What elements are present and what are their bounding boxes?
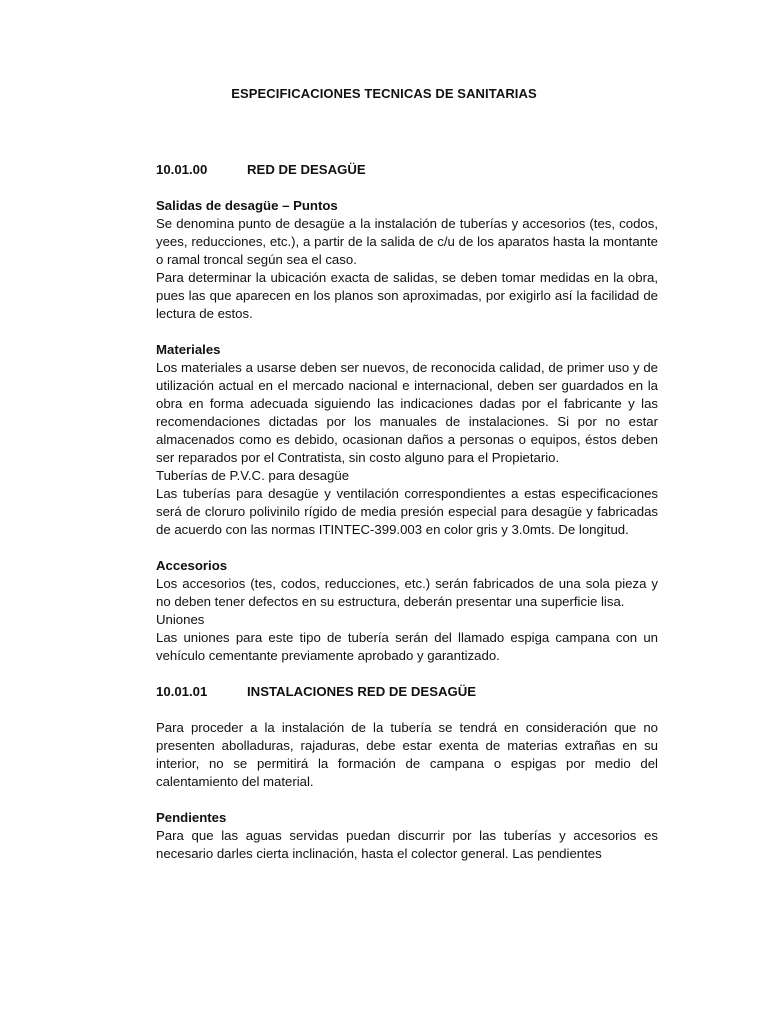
subsection-heading: Salidas de desagüe – Puntos xyxy=(156,198,338,213)
document-title: ESPECIFICACIONES TECNICAS DE SANITARIAS xyxy=(231,86,537,101)
paragraph: Para proceder a la instalación de la tubería se tendrá en consideración que no presenten abolladuras, rajaduras, debe estar exenta de materias extrañas en su interior, no se permitirá la formación de campana o espigas por medio del calentamiento del material. xyxy=(156,720,658,789)
paragraph: Las tuberías para desagüe y ventilación correspondientes a estas especificaciones será de cloruro polivinilo rígido de media presión especial para desagüe y fabricadas de acuerdo con las normas ITINTEC-399.003 en color gris y 3.0mts. De longitud. xyxy=(156,486,658,537)
document-body xyxy=(156,161,658,863)
section-number: 10.01.00 xyxy=(156,162,208,177)
paragraph: Se denomina punto de desagüe a la instalación de tuberías y accesorios (tes, codos, yees, reducciones, etc.), a partir de la salida de c/u de los aparatos hasta la montante o ramal troncal según sea el caso. xyxy=(156,216,658,267)
subsection-heading: Accesorios xyxy=(156,558,228,573)
subheading: Tuberías de P.V.C. para desagüe xyxy=(156,468,350,483)
paragraph: Los materiales a usarse deben ser nuevos, de reconocida calidad, de primer uso y de utilización actual en el mercado nacional e internacional, deben ser guardados en la obra en forma adecuada siguiendo las indicaciones dadas por el fabricante y las recomendaciones dictadas por los manuales de instalaciones. Si por no estar almacenados como es debido, ocasionan daños a personas o equipos, éstos deben ser reparados por el Contratista, sin costo alguno para el Propietario. xyxy=(156,360,658,465)
paragraph: Para que las aguas servidas puedan discurrir por las tuberías y accesorios es necesario darles cierta inclinación, hasta el colector general. Las pendientes xyxy=(156,828,658,861)
subsection-heading: Materiales xyxy=(156,342,221,357)
paragraph: Para determinar la ubicación exacta de salidas, se deben tomar medidas en la obra, pues las que aparecen en los planos son aproximadas, por exigirlo así la facilidad de lectura de estos. xyxy=(156,270,658,321)
paragraph: Las uniones para este tipo de tubería serán del llamado espiga campana con un vehículo cementante previamente aprobado y garantizado. xyxy=(156,630,658,663)
paragraph: Los accesorios (tes, codos, reducciones, etc.) serán fabricados de una sola pieza y no deben tener defectos en su estructura, deberán presentar una superficie lisa. xyxy=(156,576,658,609)
section-heading xyxy=(156,161,658,179)
section-heading xyxy=(156,683,658,701)
section-title: INSTALACIONES RED DE DESAGÜE xyxy=(247,684,477,699)
subheading: Uniones xyxy=(156,612,205,627)
section-number: 10.01.01 xyxy=(156,684,208,699)
subsection-heading: Pendientes xyxy=(156,810,227,825)
section-title: RED DE DESAGÜE xyxy=(247,162,366,177)
